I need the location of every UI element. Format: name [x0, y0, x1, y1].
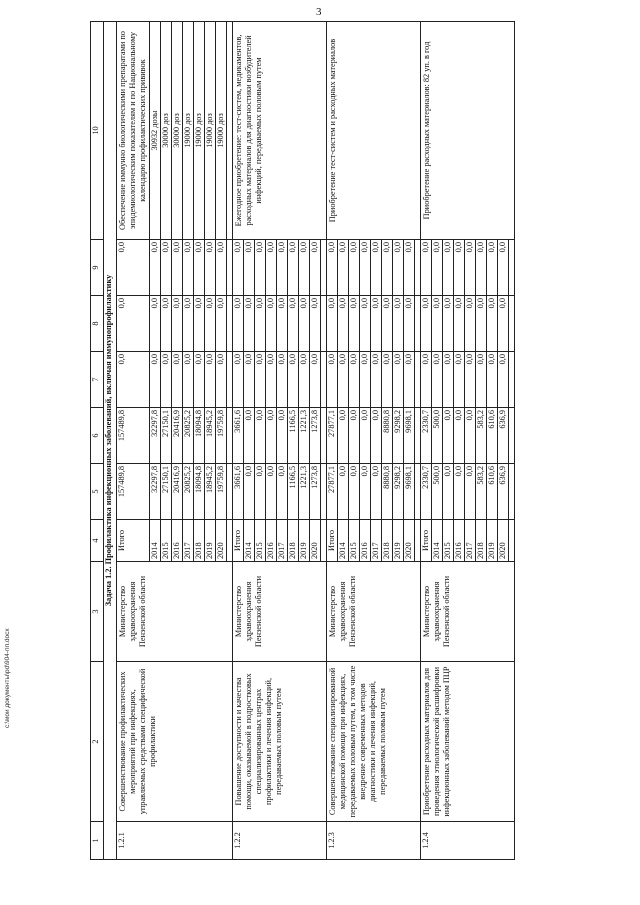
- empty-cell: [509, 408, 515, 464]
- value-cell: 0,0: [487, 296, 498, 352]
- value-cell: 0,0: [266, 352, 277, 408]
- value-cell: 32297,8: [150, 408, 161, 464]
- value-cell: 1221,3: [299, 408, 310, 464]
- value-cell: 1273,8: [310, 408, 321, 464]
- value-cell: 0,0: [310, 240, 321, 296]
- table-row: [327, 22, 338, 860]
- result-description: Ежегодное приобретение: тест-систем, медикаментов, расходных материалов для диагностики возбудителей инфекций, передаваемых половым путем: [233, 22, 327, 240]
- value-cell: 0,0: [349, 408, 360, 464]
- year-cell: 2017: [371, 520, 382, 562]
- total-label: Итого: [421, 520, 432, 562]
- value-cell: 0,0: [454, 296, 465, 352]
- value-cell: 583,2: [476, 408, 487, 464]
- measure-name: Приобретение расходных материалов для проведения этиологической расшифровки инфекционных заболеваний методом ПЦР: [421, 662, 515, 822]
- value-cell: 0,0: [476, 296, 487, 352]
- value-cell: 18945,2: [205, 408, 216, 464]
- value-cell: 0,0: [338, 240, 349, 296]
- total-value: 27877,1: [327, 408, 338, 464]
- value-cell: 0,0: [255, 240, 266, 296]
- value-cell: 0,0: [255, 408, 266, 464]
- item-number: 1.2.3: [327, 822, 421, 860]
- value-cell: 0,0: [266, 464, 277, 520]
- value-cell: 0,0: [255, 352, 266, 408]
- result-description: Приобретение тест-систем и расходных материалов: [327, 22, 421, 240]
- header-cell: 9: [91, 240, 104, 296]
- value-cell: 0,0: [299, 240, 310, 296]
- year-cell: 2020: [404, 520, 415, 562]
- total-value: 3661,6: [233, 408, 244, 464]
- year-cell: 2015: [349, 520, 360, 562]
- value-cell: 0,0: [205, 352, 216, 408]
- value-cell: 0,0: [338, 408, 349, 464]
- measure-name: Совершенствование профилактических мероприятий при инфекциях, управляемых средствами специфической профилактики: [117, 662, 233, 822]
- value-cell: 0,0: [371, 464, 382, 520]
- value-cell: 0,0: [277, 408, 288, 464]
- empty-cell: [509, 464, 515, 520]
- value-cell: 0,0: [244, 408, 255, 464]
- value-cell: 0,0: [360, 464, 371, 520]
- value-cell: 0,0: [205, 240, 216, 296]
- rotated-table-wrapper: [90, 22, 628, 860]
- value-cell: 0,0: [349, 352, 360, 408]
- total-label: Итого: [327, 520, 338, 562]
- task-title-row: [104, 22, 117, 860]
- measure-name: Повышение доступности и качества помощи, оказываемой в подростковых специализированных центрах профилактики и лечения инфекций, передаваемых половым путем: [233, 662, 327, 822]
- total-value: 0,0: [327, 240, 338, 296]
- year-cell: 2017: [465, 520, 476, 562]
- value-cell: 0,0: [194, 352, 205, 408]
- value-cell: 0,0: [150, 240, 161, 296]
- value-cell: 0,0: [255, 464, 266, 520]
- value-cell: 1273,8: [310, 464, 321, 520]
- value-cell: 0,0: [465, 240, 476, 296]
- empty-cell: [509, 352, 515, 408]
- value-cell: 1166,5: [288, 408, 299, 464]
- value-cell: 0,0: [277, 464, 288, 520]
- year-cell: 2016: [266, 520, 277, 562]
- value-cell: 0,0: [288, 296, 299, 352]
- value-cell: 636,9: [498, 464, 509, 520]
- item-number: 1.2.1: [117, 822, 233, 860]
- value-cell: 500,0: [432, 464, 443, 520]
- value-cell: 20825,2: [183, 464, 194, 520]
- value-cell: 0,0: [465, 296, 476, 352]
- header-cell: 7: [91, 352, 104, 408]
- year-cell: 2017: [183, 520, 194, 562]
- value-cell: 0,0: [371, 296, 382, 352]
- value-cell: 0,0: [393, 296, 404, 352]
- value-cell: 0,0: [183, 240, 194, 296]
- value-cell: 0,0: [277, 352, 288, 408]
- value-cell: 20416,9: [172, 408, 183, 464]
- measure-name: Совершенствование специализированной медицинской помощи при инфекциях, передаваемых половым путем, в том числе внедрение современных методов диагностики и лечения инфекций, передаваемых половым путем: [327, 662, 421, 822]
- total-value: 0,0: [421, 240, 432, 296]
- value-cell: 0,0: [360, 296, 371, 352]
- value-cell: 0,0: [404, 352, 415, 408]
- total-value: 0,0: [233, 296, 244, 352]
- value-cell: 0,0: [338, 352, 349, 408]
- value-cell: 0,0: [161, 240, 172, 296]
- year-cell: 2019: [487, 520, 498, 562]
- value-cell: 0,0: [216, 296, 227, 352]
- value-cell: 19759,8: [216, 464, 227, 520]
- value-cell: 1166,5: [288, 464, 299, 520]
- value-cell: 1221,3: [299, 464, 310, 520]
- empty-cell: [509, 240, 515, 296]
- year-cell: 2014: [150, 520, 161, 562]
- value-cell: 0,0: [371, 352, 382, 408]
- value-cell: 0,0: [183, 352, 194, 408]
- value-cell: 18945,2: [205, 464, 216, 520]
- value-cell: 0,0: [266, 240, 277, 296]
- value-cell: 0,0: [183, 296, 194, 352]
- empty-cell: [509, 520, 515, 562]
- value-cell: 0,0: [349, 296, 360, 352]
- header-cell: 10: [91, 22, 104, 240]
- year-cell: 2018: [382, 520, 393, 562]
- value-cell: 0,0: [487, 240, 498, 296]
- value-cell: 0,0: [443, 240, 454, 296]
- value-cell: 610,6: [487, 464, 498, 520]
- value-cell: 0,0: [476, 352, 487, 408]
- value-cell: 18094,8: [194, 408, 205, 464]
- value-cell: 0,0: [161, 352, 172, 408]
- value-cell: 0,0: [205, 296, 216, 352]
- value-cell: 0,0: [432, 296, 443, 352]
- executor: Министерство здравоохранения Пензенской области: [421, 562, 515, 662]
- value-cell: 0,0: [244, 464, 255, 520]
- year-cell: 2018: [194, 520, 205, 562]
- value-cell: 0,0: [393, 352, 404, 408]
- year-cell: 2014: [432, 520, 443, 562]
- value-cell: 0,0: [360, 408, 371, 464]
- executor: Министерство здравоохранения Пензенской области: [233, 562, 327, 662]
- value-cell: 0,0: [465, 408, 476, 464]
- value-cell: 0,0: [443, 296, 454, 352]
- total-value: 27877,1: [327, 464, 338, 520]
- value-cell: 0,0: [299, 352, 310, 408]
- total-value: 0,0: [327, 352, 338, 408]
- value-cell: 0,0: [216, 352, 227, 408]
- result-value: 30932 дозы: [150, 22, 161, 240]
- value-cell: 0,0: [443, 464, 454, 520]
- value-cell: 0,0: [443, 352, 454, 408]
- value-cell: 8880,8: [382, 408, 393, 464]
- result-value: 30000 доз: [172, 22, 183, 240]
- result-value: 19000 доз: [205, 22, 216, 240]
- total-value: 157489,8: [117, 464, 150, 520]
- value-cell: 0,0: [393, 240, 404, 296]
- header-cell: 3: [91, 562, 104, 662]
- value-cell: 0,0: [371, 240, 382, 296]
- value-cell: 0,0: [454, 464, 465, 520]
- total-label: Итого: [117, 520, 150, 562]
- result-value: 19000 доз: [216, 22, 227, 240]
- value-cell: 18094,8: [194, 464, 205, 520]
- value-cell: 0,0: [172, 352, 183, 408]
- value-cell: 0,0: [310, 352, 321, 408]
- total-value: 2330,7: [421, 408, 432, 464]
- value-cell: 0,0: [443, 408, 454, 464]
- year-cell: 2018: [288, 520, 299, 562]
- value-cell: 0,0: [487, 352, 498, 408]
- item-number: 1.2.4: [421, 822, 515, 860]
- year-cell: 2016: [360, 520, 371, 562]
- value-cell: 0,0: [498, 240, 509, 296]
- year-cell: 2015: [443, 520, 454, 562]
- value-cell: 19759,8: [216, 408, 227, 464]
- table-row: [117, 22, 150, 860]
- year-cell: 2019: [205, 520, 216, 562]
- value-cell: 0,0: [288, 352, 299, 408]
- value-cell: 0,0: [454, 240, 465, 296]
- value-cell: 0,0: [255, 296, 266, 352]
- value-cell: 0,0: [310, 296, 321, 352]
- value-cell: 0,0: [349, 464, 360, 520]
- value-cell: 20416,9: [172, 464, 183, 520]
- total-value: 0,0: [421, 352, 432, 408]
- value-cell: 0,0: [360, 352, 371, 408]
- header-cell: 8: [91, 296, 104, 352]
- year-cell: 2020: [310, 520, 321, 562]
- table-row: [421, 22, 432, 860]
- value-cell: 27150,1: [161, 464, 172, 520]
- value-cell: 32297,8: [150, 464, 161, 520]
- value-cell: 0,0: [404, 240, 415, 296]
- value-cell: 500,0: [432, 408, 443, 464]
- value-cell: 0,0: [172, 240, 183, 296]
- value-cell: 0,0: [432, 352, 443, 408]
- value-cell: 0,0: [288, 240, 299, 296]
- header-cell: 2: [91, 662, 104, 822]
- value-cell: 0,0: [476, 240, 487, 296]
- value-cell: 610,6: [487, 408, 498, 464]
- total-label: Итого: [233, 520, 244, 562]
- total-value: 3661,6: [233, 464, 244, 520]
- value-cell: 0,0: [360, 240, 371, 296]
- year-cell: 2016: [172, 520, 183, 562]
- header-cell: 6: [91, 408, 104, 464]
- year-cell: 2018: [476, 520, 487, 562]
- year-cell: 2016: [454, 520, 465, 562]
- header-cell: 1: [91, 822, 104, 860]
- value-cell: 0,0: [454, 408, 465, 464]
- total-value: 0,0: [327, 296, 338, 352]
- year-cell: 2014: [338, 520, 349, 562]
- year-cell: 2019: [393, 520, 404, 562]
- value-cell: 583,2: [476, 464, 487, 520]
- total-value: 0,0: [117, 296, 150, 352]
- value-cell: 0,0: [338, 464, 349, 520]
- value-cell: 0,0: [277, 240, 288, 296]
- empty-cell: [509, 296, 515, 352]
- total-value: 0,0: [117, 240, 150, 296]
- total-value: 0,0: [117, 352, 150, 408]
- value-cell: 0,0: [194, 240, 205, 296]
- year-cell: 2020: [216, 520, 227, 562]
- result-value: 19000 доз: [183, 22, 194, 240]
- program-table: [90, 21, 515, 860]
- value-cell: 9298,2: [393, 464, 404, 520]
- result-description: Приобретение расходных материалов: 82 уп. в год: [421, 22, 515, 240]
- value-cell: 0,0: [404, 296, 415, 352]
- value-cell: 0,0: [172, 296, 183, 352]
- value-cell: 9698,1: [404, 464, 415, 520]
- header-row: [91, 22, 104, 860]
- year-cell: 2019: [299, 520, 310, 562]
- value-cell: 0,0: [382, 240, 393, 296]
- value-cell: 0,0: [349, 240, 360, 296]
- value-cell: 0,0: [194, 296, 205, 352]
- value-cell: 0,0: [382, 296, 393, 352]
- value-cell: 0,0: [338, 296, 349, 352]
- value-cell: 0,0: [299, 296, 310, 352]
- result-value: 30000 доз: [161, 22, 172, 240]
- total-value: 0,0: [233, 352, 244, 408]
- total-value: 0,0: [421, 296, 432, 352]
- table-row: [233, 22, 244, 860]
- result-value: 19000 доз: [194, 22, 205, 240]
- value-cell: 0,0: [150, 296, 161, 352]
- task-title: Задача 1.2. Профилактика инфекционных заболеваний, включая иммунопрофилактику: [104, 22, 117, 860]
- value-cell: 0,0: [371, 408, 382, 464]
- executor: Министерство здравоохранения Пензенской области: [117, 562, 233, 662]
- footer-path: c:\мои документы\pd\904-пп.docx: [4, 628, 11, 728]
- value-cell: 8880,8: [382, 464, 393, 520]
- result-description: Обеспечение иммунно биологическими препаратами по эпидемиологическим показателям и по Национальному календарю профилактических прививок: [117, 22, 150, 240]
- year-cell: 2020: [498, 520, 509, 562]
- value-cell: 0,0: [266, 296, 277, 352]
- value-cell: 0,0: [454, 352, 465, 408]
- value-cell: 0,0: [161, 296, 172, 352]
- value-cell: 0,0: [244, 352, 255, 408]
- year-cell: 2014: [244, 520, 255, 562]
- year-cell: 2017: [277, 520, 288, 562]
- value-cell: 0,0: [277, 296, 288, 352]
- value-cell: 636,9: [498, 408, 509, 464]
- value-cell: 0,0: [216, 240, 227, 296]
- value-cell: 20825,2: [183, 408, 194, 464]
- value-cell: 9298,2: [393, 408, 404, 464]
- value-cell: 0,0: [244, 296, 255, 352]
- executor: Министерство здравоохранения Пензенской области: [327, 562, 421, 662]
- total-value: 157489,8: [117, 408, 150, 464]
- value-cell: 0,0: [498, 296, 509, 352]
- header-cell: 5: [91, 464, 104, 520]
- value-cell: 27150,1: [161, 408, 172, 464]
- value-cell: 0,0: [382, 352, 393, 408]
- page-number: 3: [316, 6, 322, 18]
- item-number: 1.2.2: [233, 822, 327, 860]
- value-cell: 0,0: [465, 352, 476, 408]
- year-cell: 2015: [255, 520, 266, 562]
- value-cell: 0,0: [150, 352, 161, 408]
- value-cell: 9698,1: [404, 408, 415, 464]
- value-cell: 0,0: [266, 408, 277, 464]
- year-cell: 2015: [161, 520, 172, 562]
- value-cell: 0,0: [498, 352, 509, 408]
- value-cell: 0,0: [432, 240, 443, 296]
- value-cell: 0,0: [244, 240, 255, 296]
- header-cell: 4: [91, 520, 104, 562]
- value-cell: 0,0: [465, 464, 476, 520]
- total-value: 0,0: [233, 240, 244, 296]
- total-value: 2330,7: [421, 464, 432, 520]
